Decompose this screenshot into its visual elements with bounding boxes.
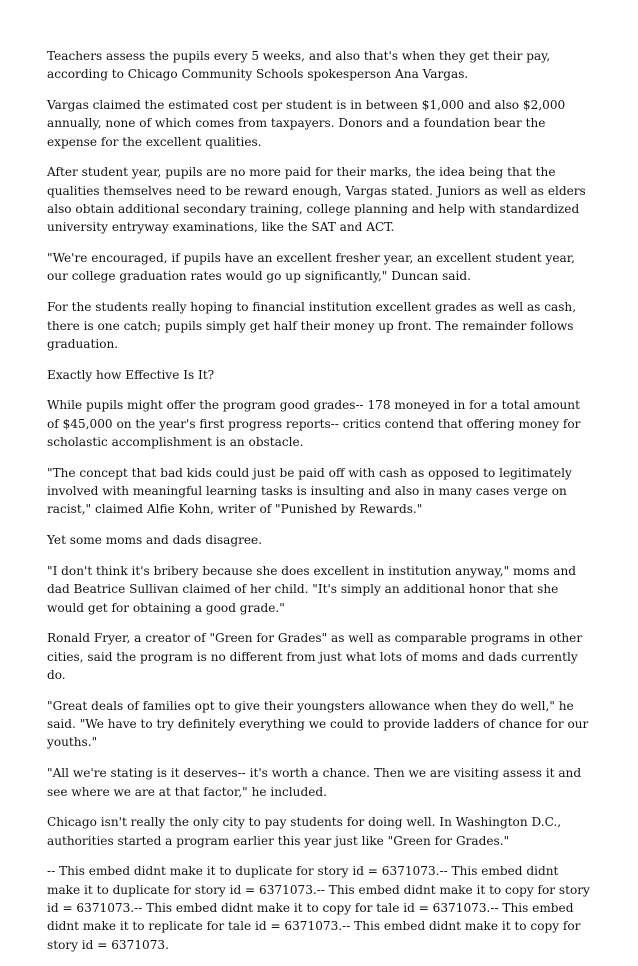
paragraph-8: Yet some moms and dads disagree. [47,533,263,548]
paragraph-5: For the students really hoping to financial institution excellent grades as well as cash, there is one catch; pupils simply get half their money up front. The remainder follows graduation. [47,300,577,351]
paragraph-1: Teachers assess the pupils every 5 weeks, and also that's when they get their pay, according to Chicago Community Schools spokesperson Ana Vargas. [47,49,551,82]
paragraph-10: Ronald Fryer, a creator of "Green for Grades" as well as comparable programs in other cities, said the program is no different from just what lots of moms and dads currently do. [47,631,583,683]
embed-notice: -- This embed didnt make it to duplicate for story id = 6371073.-- This embed didnt make it to duplicate for story id = 6371073.-- This embed didnt make it to copy for story id = 6371073.-- This embed didnt make it to copy for tale id = 6371073.-- This embed didnt make it to replicate for tale id = 6371073.-- This embed didnt make it to copy for story id = 6371073. [47,864,590,952]
paragraph-3: After student year, pupils are no more paid for their marks, the idea being that the qualities themselves need to be reward enough, Vargas stated. Juniors as well as elders also obtain additional secondary training, college planning and help with standardized university entryway examinations, like the SAT and ACT. [47,165,586,235]
section-heading: Exactly how Effective Is It? [47,367,215,382]
paragraph-9: "I don't think it's bribery because she does excellent in institution anyway," moms and dad Beatrice Sullivan claimed of her child. "It's simply an additional honor that she would get for obtaining a good grade." [47,564,577,615]
paragraph-4: "We're encouraged, if pupils have an excellent fresher year, an excellent student year, our college graduation rates would go up significantly," Duncan said. [47,251,576,284]
paragraph-11: "Great deals of families opt to give their youngsters allowance when they do well," he said. "We have to try definitely everything we could to provide ladders of chance for our youths." [47,698,589,750]
paragraph-12: "All we're stating is it deserves-- it's worth a chance. Then we are visiting assess it and see where we are at that factor," he included. [47,766,582,799]
paragraph-7: "The concept that bad kids could just be paid off with cash as opposed to legitimately involved with meaningful learning tasks is insulting and also in many cases verge on racist," claimed Alfie Kohn, writer of "Punished by Rewards." [47,465,572,517]
paragraph-2: Vargas claimed the estimated cost per student is in between $1,000 and also $2,000 annually, none of which comes from taxpayers. Donors and a foundation bear the expense for the excellent qualities. [47,98,566,149]
paragraph-13: Chicago isn't really the only city to pay students for doing well. In Washington D.C., authorities started a program earlier this year just like "Green for Grades." [47,815,562,848]
paragraph-6: While pupils might offer the program good grades-- 178 moneyed in for a total amount of $45,000 on the year's first progress reports-- critics contend that offering money for scholastic accomplishment is an obstacle. [47,398,581,450]
document-page [47,47,595,966]
